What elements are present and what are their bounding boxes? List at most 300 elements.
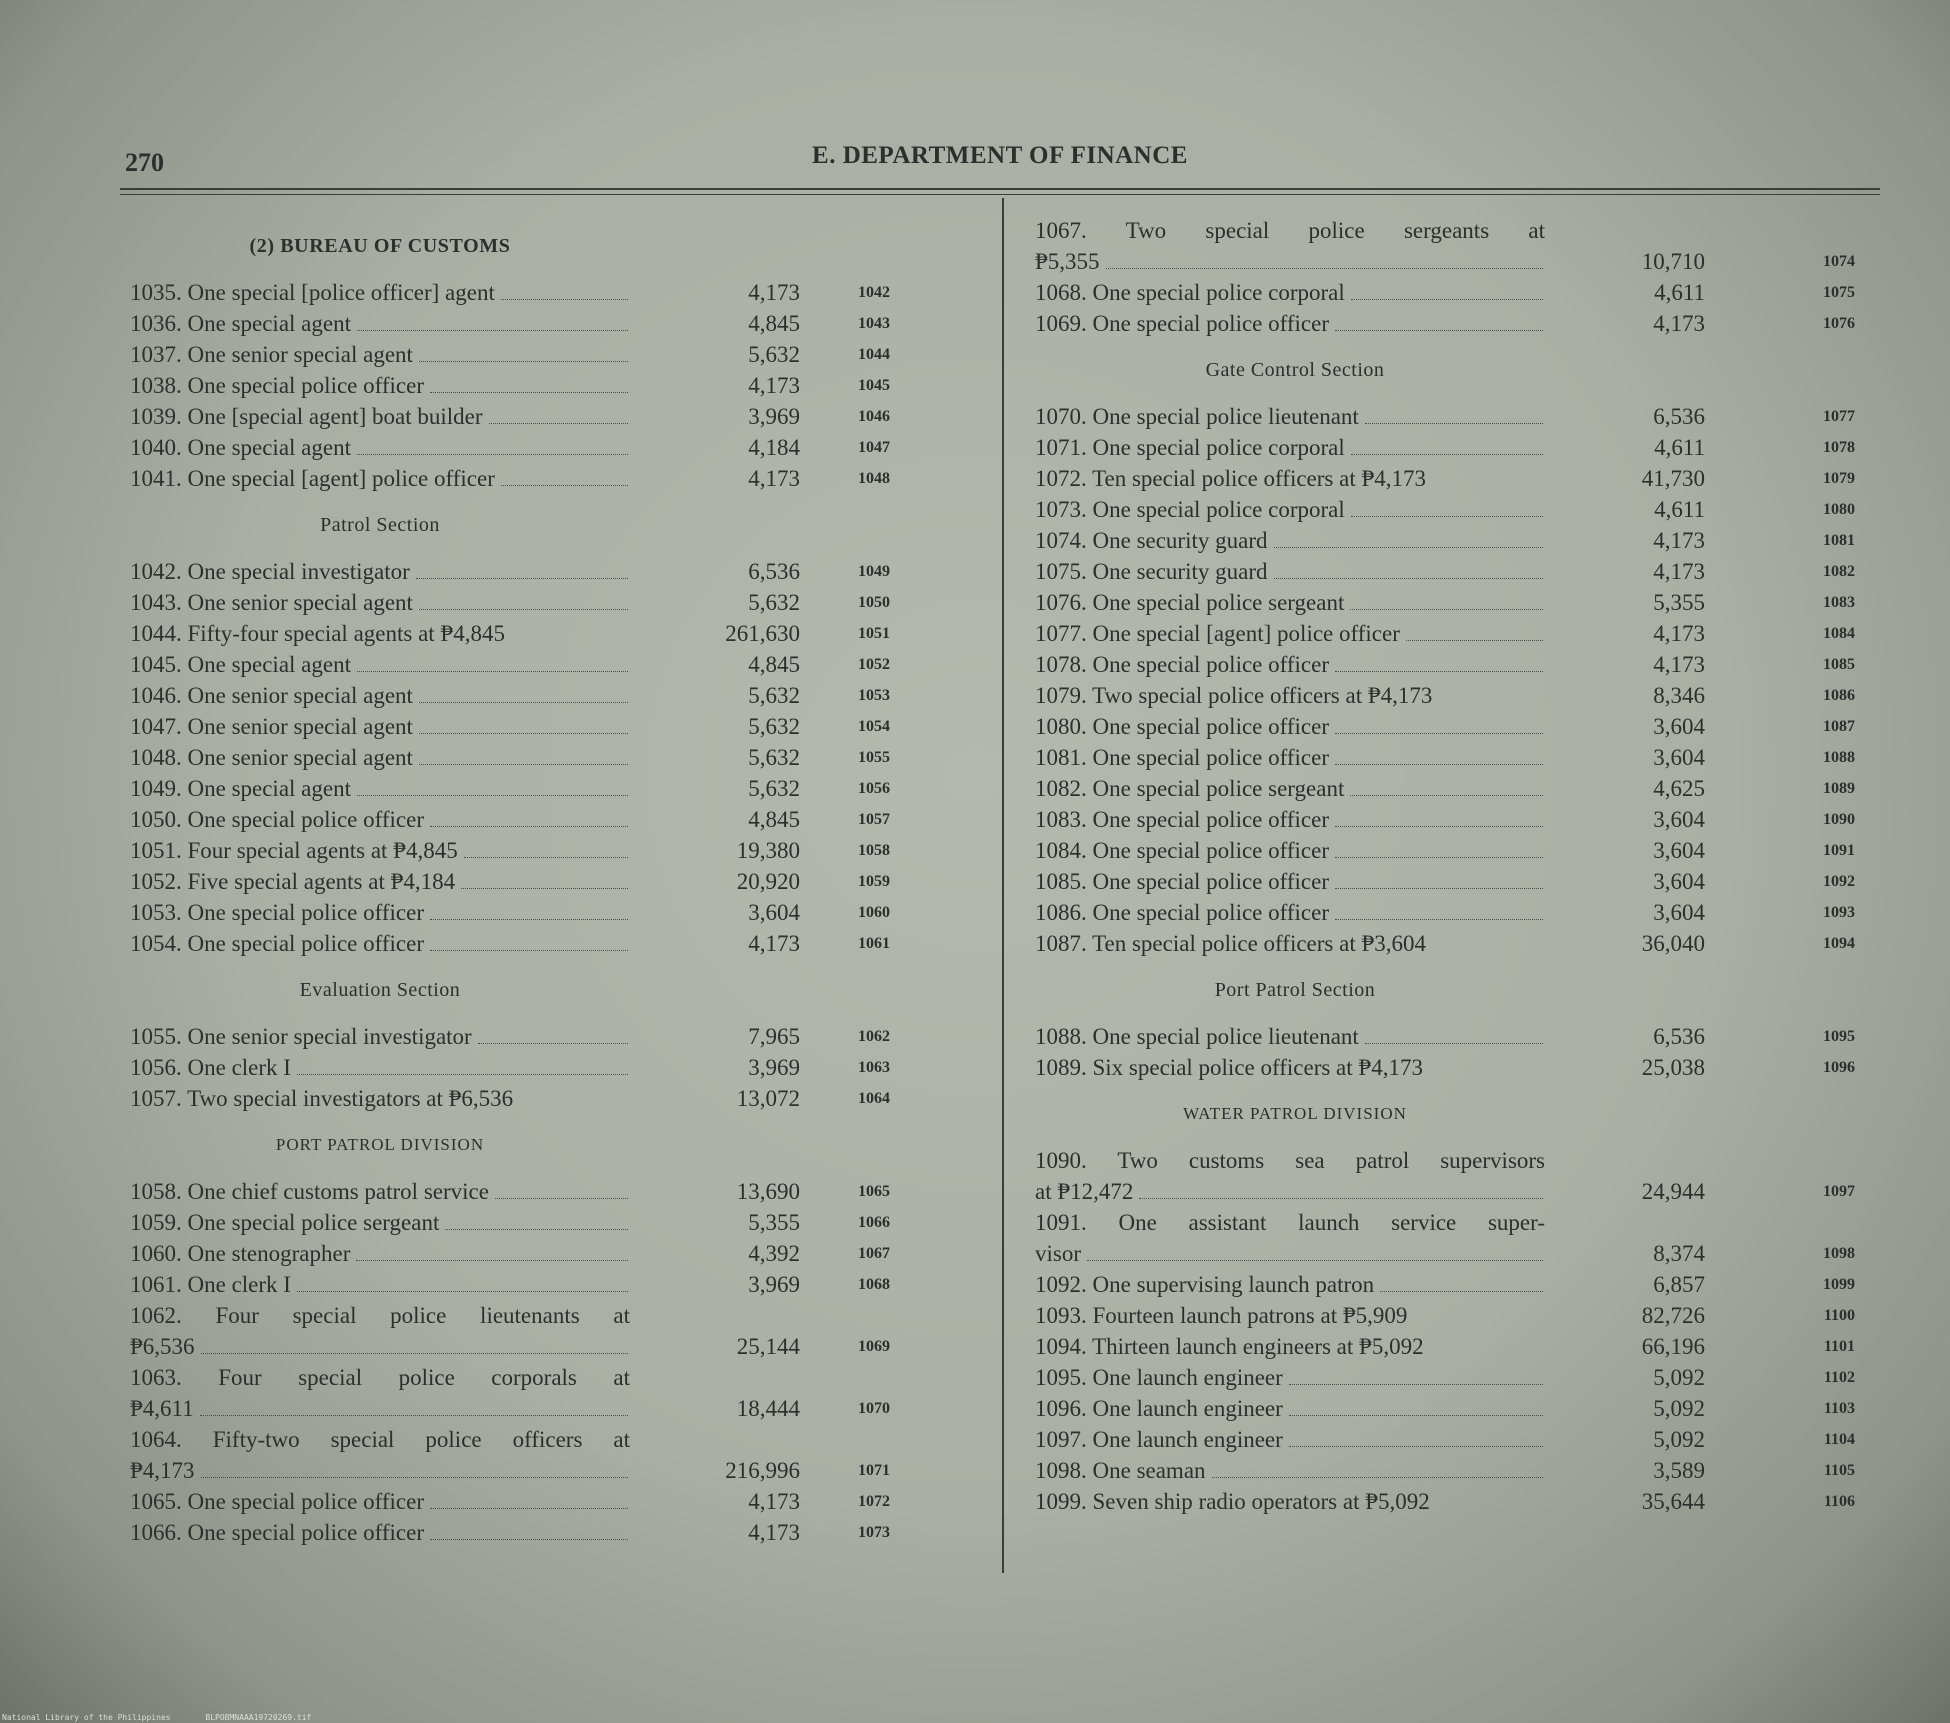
- dot-leader: [1335, 897, 1543, 920]
- appropriation-item: [130, 711, 990, 742]
- appropriation-item: [1035, 835, 1885, 866]
- line-reference-number: 1045: [858, 377, 890, 394]
- item-amount: 4,173: [1653, 621, 1705, 646]
- item-amount: 4,845: [748, 311, 800, 336]
- line-reference-number: 1053: [858, 687, 890, 704]
- dot-leader: [1406, 618, 1543, 641]
- item-description: 1055. One senior special investigator: [130, 1024, 472, 1049]
- line-reference-number: 1042: [858, 284, 890, 301]
- line-reference-number: 1075: [1823, 284, 1855, 301]
- item-amount: 18,444: [736, 1396, 800, 1421]
- appropriation-item: [1035, 1021, 1885, 1052]
- dot-leader: [419, 339, 628, 362]
- item-amount: 5,632: [748, 590, 800, 615]
- item-amount: 3,604: [1653, 869, 1705, 894]
- appropriation-item: [130, 587, 990, 618]
- item-description: 1041. One special [agent] police officer: [130, 466, 495, 491]
- appropriation-item: [1035, 1207, 1885, 1269]
- dot-leader: [1335, 711, 1543, 734]
- line-reference-number: 1061: [858, 935, 890, 952]
- item-description: 1044. Fifty-four special agents at ₱4,845: [130, 621, 505, 646]
- line-reference-number: 1089: [1823, 780, 1855, 797]
- line-reference-number: 1099: [1823, 1276, 1855, 1293]
- item-description: 1099. Seven ship radio operators at ₱5,092: [1035, 1489, 1430, 1514]
- item-amount: 216,996: [725, 1458, 800, 1483]
- appropriation-item: [1035, 680, 1885, 711]
- appropriation-item: [1035, 649, 1885, 680]
- right-column: [1035, 215, 1885, 1517]
- item-amount: 35,644: [1641, 1489, 1705, 1514]
- appropriation-item: [1035, 773, 1885, 804]
- appropriation-item: [1035, 587, 1885, 618]
- dot-leader: [1212, 1455, 1543, 1478]
- dot-leader: [430, 370, 628, 393]
- line-reference-number: 1083: [1823, 594, 1855, 611]
- line-reference-number: 1072: [858, 1493, 890, 1510]
- dot-leader: [501, 277, 628, 300]
- item-amount: 4,173: [748, 1520, 800, 1545]
- appropriation-item: [1035, 742, 1885, 773]
- item-amount: 4,611: [1654, 435, 1705, 460]
- dot-leader: [419, 711, 628, 734]
- dot-leader: [1335, 835, 1543, 858]
- appropriation-item: [130, 556, 990, 587]
- line-reference-number: 1064: [858, 1090, 890, 1107]
- line-reference-number: 1047: [858, 439, 890, 456]
- section-heading: WATER PATROL DIVISION: [1183, 1104, 1407, 1123]
- item-description: 1051. Four special agents at ₱4,845: [130, 838, 458, 863]
- item-description: 1063. Four special police corporals at: [130, 1365, 630, 1390]
- item-amount: 82,726: [1641, 1303, 1705, 1328]
- appropriation-item: [1035, 711, 1885, 742]
- item-description: 1060. One stenographer: [130, 1241, 351, 1266]
- appropriation-item: [130, 742, 990, 773]
- dot-leader: [430, 1486, 628, 1509]
- item-description: 1082. One special police sergeant: [1035, 776, 1345, 801]
- appropriation-item: [130, 618, 990, 649]
- item-amount: 4,173: [1653, 311, 1705, 336]
- line-reference-number: 1091: [1823, 842, 1855, 859]
- appropriation-item: [130, 649, 990, 680]
- appropriation-item: [1035, 1393, 1885, 1424]
- line-reference-number: 1062: [858, 1028, 890, 1045]
- item-description: 1083. One special police officer: [1035, 807, 1329, 832]
- line-reference-number: 1048: [858, 470, 890, 487]
- line-reference-number: 1081: [1823, 532, 1855, 549]
- item-amount: 10,710: [1641, 249, 1705, 274]
- appropriation-item: [130, 1176, 990, 1207]
- item-amount: 24,944: [1641, 1179, 1705, 1204]
- line-reference-number: 1049: [858, 563, 890, 580]
- dot-leader: [1335, 649, 1543, 672]
- item-description: 1070. One special police lieutenant: [1035, 404, 1359, 429]
- line-reference-number: 1044: [858, 346, 890, 363]
- item-amount: 3,969: [748, 404, 800, 429]
- line-reference-number: 1101: [1823, 1338, 1855, 1355]
- left-column: [130, 215, 990, 1548]
- dot-leader: [464, 835, 628, 858]
- dot-leader: [297, 1052, 628, 1075]
- item-amount: 5,632: [748, 683, 800, 708]
- appropriation-item: [1035, 804, 1885, 835]
- item-amount: 20,920: [736, 869, 800, 894]
- appropriation-item: [1035, 432, 1885, 463]
- line-reference-number: 1085: [1823, 656, 1855, 673]
- appropriation-item: [130, 1300, 990, 1362]
- item-description: 1072. Ten special police officers at ₱4,173: [1035, 466, 1426, 491]
- item-amount: 3,604: [1653, 714, 1705, 739]
- dot-leader: [430, 804, 628, 827]
- dot-leader: [1335, 866, 1543, 889]
- item-amount: 3,969: [748, 1272, 800, 1297]
- appropriation-item: [130, 277, 990, 308]
- appropriation-item: [130, 1207, 990, 1238]
- item-description-cont: ₱6,536: [130, 1334, 195, 1359]
- item-description: 1052. Five special agents at ₱4,184: [130, 869, 456, 894]
- header-rule: [120, 188, 1880, 190]
- appropriation-item: [130, 308, 990, 339]
- line-reference-number: 1088: [1823, 749, 1855, 766]
- item-description: 1076. One special police sergeant: [1035, 590, 1345, 615]
- section-heading: PORT PATROL DIVISION: [275, 1135, 485, 1154]
- appropriation-item: [1035, 525, 1885, 556]
- dot-leader: [478, 1021, 628, 1044]
- appropriation-item: [130, 1517, 990, 1548]
- section-heading: Gate Control Section: [1205, 358, 1385, 381]
- section-heading: (2) BUREAU OF CUSTOMS: [249, 234, 511, 257]
- item-description: 1093. Fourteen launch patrons at ₱5,909: [1035, 1303, 1408, 1328]
- item-amount: 3,969: [748, 1055, 800, 1080]
- line-reference-number: 1102: [1823, 1369, 1855, 1386]
- line-reference-number: 1063: [858, 1059, 890, 1076]
- item-amount: 19,380: [736, 838, 800, 863]
- appropriation-item: [1035, 1145, 1885, 1207]
- page-header: E. DEPARTMENT OF FINANCE: [812, 142, 1188, 169]
- line-reference-number: 1073: [858, 1524, 890, 1541]
- item-description: 1050. One special police officer: [130, 807, 424, 832]
- item-description: 1066. One special police officer: [130, 1520, 424, 1545]
- item-description: 1039. One [special agent] boat builder: [130, 404, 483, 429]
- line-reference-number: 1043: [858, 315, 890, 332]
- appropriation-item: [1035, 1362, 1885, 1393]
- item-description-cont: ₱4,173: [130, 1458, 195, 1483]
- appropriation-item: [130, 773, 990, 804]
- item-amount: 4,173: [748, 373, 800, 398]
- footer-file: BLPOBMNAAA19720269.tif: [205, 1713, 312, 1722]
- item-description: 1059. One special police sergeant: [130, 1210, 440, 1235]
- section-heading: Patrol Section: [320, 513, 440, 536]
- appropriation-item: [1035, 494, 1885, 525]
- dot-leader: [495, 1176, 628, 1199]
- line-reference-number: 1058: [858, 842, 890, 859]
- dot-leader: [1335, 742, 1543, 765]
- item-description: 1096. One launch engineer: [1035, 1396, 1283, 1421]
- item-amount: 7,965: [748, 1024, 800, 1049]
- item-amount: 4,611: [1654, 497, 1705, 522]
- section-heading: Evaluation Section: [299, 978, 461, 1001]
- item-description-cont: visor: [1035, 1241, 1081, 1266]
- line-reference-number: 1105: [1823, 1462, 1855, 1479]
- item-description: 1069. One special police officer: [1035, 311, 1329, 336]
- appropriation-item: [130, 432, 990, 463]
- line-reference-number: 1066: [858, 1214, 890, 1231]
- dot-leader: [419, 680, 628, 703]
- dot-leader: [419, 742, 628, 765]
- line-reference-number: 1074: [1823, 253, 1855, 270]
- line-reference-number: 1067: [858, 1245, 890, 1262]
- appropriation-item: [130, 928, 990, 959]
- item-description-cont: at ₱12,472: [1035, 1179, 1134, 1204]
- dot-leader: [357, 308, 628, 331]
- dot-leader: [1350, 773, 1543, 796]
- item-amount: 6,857: [1653, 1272, 1705, 1297]
- line-reference-number: 1106: [1823, 1493, 1855, 1510]
- line-reference-number: 1065: [858, 1183, 890, 1200]
- line-reference-number: 1094: [1823, 935, 1855, 952]
- appropriation-item: [130, 866, 990, 897]
- item-description: 1040. One special agent: [130, 435, 351, 460]
- item-amount: 4,845: [748, 807, 800, 832]
- item-amount: 36,040: [1641, 931, 1705, 956]
- dot-leader: [1365, 401, 1543, 424]
- item-description: 1048. One senior special agent: [130, 745, 413, 770]
- appropriation-item: [130, 1424, 990, 1486]
- dot-leader: [1289, 1362, 1543, 1385]
- item-amount: 3,604: [1653, 900, 1705, 925]
- item-description: 1061. One clerk I: [130, 1272, 291, 1297]
- item-description: 1091. One assistant launch service super-: [1035, 1210, 1545, 1235]
- item-description: 1077. One special [agent] police officer: [1035, 621, 1400, 646]
- appropriation-item: [1035, 215, 1885, 277]
- item-amount: 5,092: [1653, 1427, 1705, 1452]
- line-reference-number: 1069: [858, 1338, 890, 1355]
- item-amount: 4,173: [1653, 559, 1705, 584]
- item-description: 1095. One launch engineer: [1035, 1365, 1283, 1390]
- dot-leader: [357, 773, 628, 796]
- item-amount: 6,536: [1653, 404, 1705, 429]
- line-reference-number: 1076: [1823, 315, 1855, 332]
- item-description: 1094. Thirteen launch engineers at ₱5,092: [1035, 1334, 1424, 1359]
- item-amount: 6,536: [748, 559, 800, 584]
- section-heading: Port Patrol Section: [1214, 978, 1376, 1001]
- line-reference-number: 1068: [858, 1276, 890, 1293]
- appropriation-item: [130, 1021, 990, 1052]
- line-reference-number: 1090: [1823, 811, 1855, 828]
- line-reference-number: 1052: [858, 656, 890, 673]
- appropriation-item: [130, 339, 990, 370]
- item-description: 1085. One special police officer: [1035, 869, 1329, 894]
- line-reference-number: 1095: [1823, 1028, 1855, 1045]
- line-reference-number: 1054: [858, 718, 890, 735]
- item-amount: 4,625: [1653, 776, 1705, 801]
- item-amount: 261,630: [725, 621, 800, 646]
- appropriation-item: [130, 1362, 990, 1424]
- line-reference-number: 1057: [858, 811, 890, 828]
- scan-footer: [2, 1713, 341, 1722]
- line-reference-number: 1078: [1823, 439, 1855, 456]
- line-reference-number: 1051: [858, 625, 890, 642]
- item-description: 1089. Six special police officers at ₱4,173: [1035, 1055, 1423, 1080]
- line-reference-number: 1055: [858, 749, 890, 766]
- dot-leader: [1289, 1424, 1543, 1447]
- appropriation-item: [130, 897, 990, 928]
- line-reference-number: 1077: [1823, 408, 1855, 425]
- item-description: 1075. One security guard: [1035, 559, 1268, 584]
- item-description: 1084. One special police officer: [1035, 838, 1329, 863]
- dot-leader: [1350, 587, 1543, 610]
- appropriation-item: [130, 804, 990, 835]
- line-reference-number: 1098: [1823, 1245, 1855, 1262]
- dot-leader: [416, 556, 628, 579]
- item-amount: 4,173: [1653, 652, 1705, 677]
- appropriation-item: [1035, 1455, 1885, 1486]
- appropriation-item: [1035, 1300, 1885, 1331]
- item-description: 1080. One special police officer: [1035, 714, 1329, 739]
- item-description: 1045. One special agent: [130, 652, 351, 677]
- item-amount: 4,173: [1653, 528, 1705, 553]
- dot-leader: [297, 1269, 628, 1292]
- item-amount: 8,346: [1653, 683, 1705, 708]
- appropriation-item: [1035, 897, 1885, 928]
- column-divider: [1002, 198, 1004, 1573]
- item-amount: 3,604: [748, 900, 800, 925]
- line-reference-number: 1070: [858, 1400, 890, 1417]
- item-amount: 5,632: [748, 745, 800, 770]
- item-description: 1074. One security guard: [1035, 528, 1268, 553]
- appropriation-item: [1035, 556, 1885, 587]
- appropriation-item: [1035, 1486, 1885, 1517]
- item-amount: 5,355: [1653, 590, 1705, 615]
- item-amount: 25,144: [736, 1334, 800, 1359]
- line-reference-number: 1100: [1823, 1307, 1855, 1324]
- item-description: 1043. One senior special agent: [130, 590, 413, 615]
- item-amount: 4,173: [748, 280, 800, 305]
- item-description: 1057. Two special investigators at ₱6,536: [130, 1086, 514, 1111]
- item-amount: 5,632: [748, 714, 800, 739]
- item-description: 1098. One seaman: [1035, 1458, 1206, 1483]
- line-reference-number: 1059: [858, 873, 890, 890]
- item-amount: 4,611: [1654, 280, 1705, 305]
- item-amount: 5,632: [748, 342, 800, 367]
- item-amount: 25,038: [1641, 1055, 1705, 1080]
- appropriation-item: [1035, 866, 1885, 897]
- appropriation-item: [1035, 1269, 1885, 1300]
- header-rule-thin: [120, 194, 1880, 195]
- item-description: 1068. One special police corporal: [1035, 280, 1345, 305]
- dot-leader: [1335, 804, 1543, 827]
- item-description: 1078. One special police officer: [1035, 652, 1329, 677]
- appropriation-item: [1035, 1331, 1885, 1362]
- item-amount: 4,173: [748, 931, 800, 956]
- dot-leader: [430, 928, 628, 951]
- dot-leader: [1351, 494, 1543, 517]
- item-amount: 8,374: [1653, 1241, 1705, 1266]
- item-description: 1092. One supervising launch patron: [1035, 1272, 1375, 1297]
- line-reference-number: 1082: [1823, 563, 1855, 580]
- appropriation-item: [130, 1238, 990, 1269]
- item-amount: 3,589: [1653, 1458, 1705, 1483]
- item-description: 1062. Four special police lieutenants at: [130, 1303, 630, 1328]
- item-amount: 3,604: [1653, 807, 1705, 832]
- line-reference-number: 1071: [858, 1462, 890, 1479]
- item-description-cont: ₱5,355: [1035, 249, 1100, 274]
- appropriation-item: [1035, 928, 1885, 959]
- dot-leader: [1380, 1269, 1543, 1292]
- dot-leader: [200, 1393, 628, 1416]
- item-description-cont: ₱4,611: [130, 1396, 194, 1421]
- appropriation-item: [130, 1083, 990, 1114]
- dot-leader: [430, 897, 628, 920]
- item-description: 1064. Fifty-two special police officers at: [130, 1427, 630, 1452]
- dot-leader: [1139, 1176, 1543, 1199]
- dot-leader: [1365, 1021, 1543, 1044]
- item-description: 1058. One chief customs patrol service: [130, 1179, 489, 1204]
- dot-leader: [357, 649, 628, 672]
- line-reference-number: 1060: [858, 904, 890, 921]
- item-description: 1036. One special agent: [130, 311, 351, 336]
- item-description: 1056. One clerk I: [130, 1055, 291, 1080]
- item-amount: 6,536: [1653, 1024, 1705, 1049]
- appropriation-item: [130, 680, 990, 711]
- dot-leader: [1351, 277, 1543, 300]
- item-description: 1079. Two special police officers at ₱4,173: [1035, 683, 1433, 708]
- item-amount: 5,355: [748, 1210, 800, 1235]
- item-description: 1054. One special police officer: [130, 931, 424, 956]
- dot-leader: [445, 1207, 628, 1230]
- dot-leader: [489, 401, 628, 424]
- item-amount: 3,604: [1653, 838, 1705, 863]
- line-reference-number: 1086: [1823, 687, 1855, 704]
- page-number: 270: [125, 148, 164, 177]
- item-description: 1047. One senior special agent: [130, 714, 413, 739]
- appropriation-item: [1035, 401, 1885, 432]
- dot-leader: [1289, 1393, 1543, 1416]
- appropriation-item: [1035, 277, 1885, 308]
- dot-leader: [1274, 525, 1544, 548]
- item-description: 1049. One special agent: [130, 776, 351, 801]
- dot-leader: [430, 1517, 628, 1540]
- item-amount: 4,392: [748, 1241, 800, 1266]
- item-description: 1035. One special [police officer] agent: [130, 280, 495, 305]
- item-amount: 13,072: [736, 1086, 800, 1111]
- dot-leader: [461, 866, 628, 889]
- dot-leader: [1087, 1238, 1543, 1261]
- appropriation-item: [1035, 1052, 1885, 1083]
- item-description: 1037. One senior special agent: [130, 342, 413, 367]
- line-reference-number: 1056: [858, 780, 890, 797]
- item-amount: 41,730: [1641, 466, 1705, 491]
- line-reference-number: 1080: [1823, 501, 1855, 518]
- line-reference-number: 1097: [1823, 1183, 1855, 1200]
- appropriation-item: [130, 370, 990, 401]
- footer-library: National Library of the Philippines: [2, 1713, 171, 1722]
- item-description: 1087. Ten special police officers at ₱3,604: [1035, 931, 1426, 956]
- appropriation-item: [130, 463, 990, 494]
- line-reference-number: 1084: [1823, 625, 1855, 642]
- appropriation-item: [130, 401, 990, 432]
- item-description: 1088. One special police lieutenant: [1035, 1024, 1359, 1049]
- line-reference-number: 1093: [1823, 904, 1855, 921]
- line-reference-number: 1096: [1823, 1059, 1855, 1076]
- dot-leader: [501, 463, 628, 486]
- item-description: 1067. Two special police sergeants at: [1035, 218, 1545, 243]
- item-description: 1046. One senior special agent: [130, 683, 413, 708]
- item-description: 1053. One special police officer: [130, 900, 424, 925]
- appropriation-item: [1035, 463, 1885, 494]
- dot-leader: [419, 587, 628, 610]
- item-amount: 5,092: [1653, 1365, 1705, 1390]
- dot-leader: [201, 1331, 628, 1354]
